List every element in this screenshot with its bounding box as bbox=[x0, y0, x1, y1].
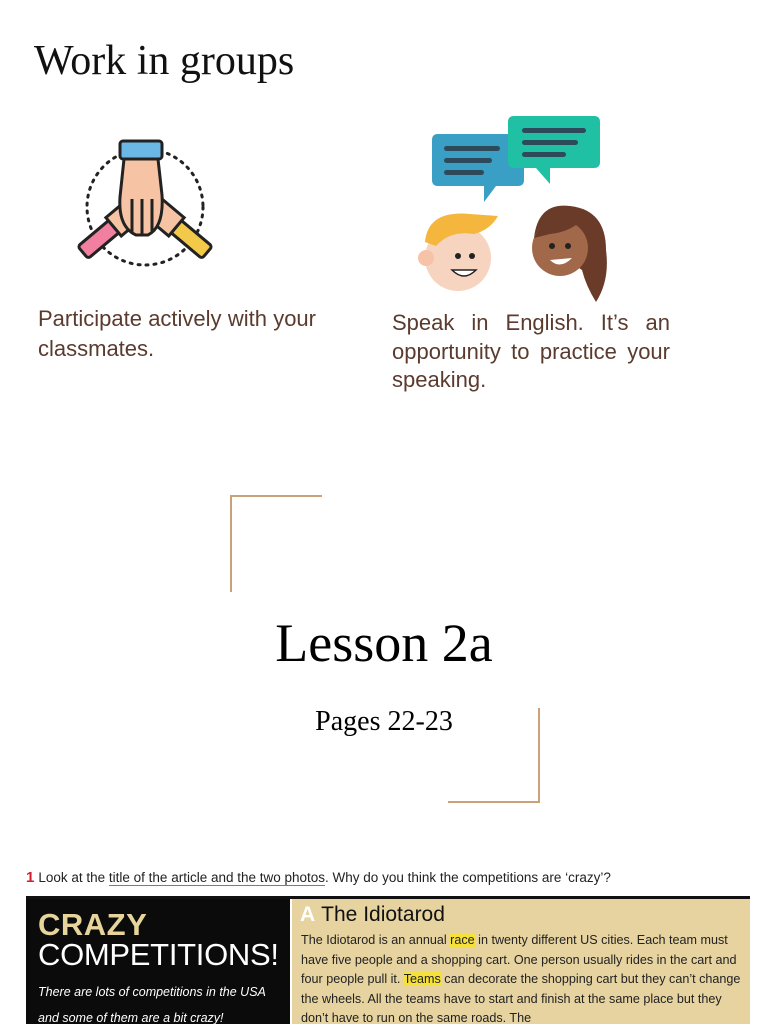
teamwork-hands-icon bbox=[70, 135, 220, 280]
banner-title-competitions: COMPETITIONS! bbox=[38, 937, 279, 972]
exercise-question bbox=[26, 869, 611, 886]
lesson-title: Lesson 2a bbox=[275, 613, 493, 673]
question-number: 1 bbox=[26, 869, 35, 886]
highlight-race: race bbox=[450, 933, 475, 947]
question-text-after: . Why do you think the competitions are ‘crazy’? bbox=[325, 870, 611, 885]
participate-text: Participate actively with your classmates. bbox=[38, 306, 316, 361]
article-text-3: can decorate the shopping cart but they can’t change the wheels. All the teams have to start and finish at the same place but they don’t have to run on the same roads. The bbox=[301, 972, 741, 1026]
slide-title-work-in-groups: Work in groups bbox=[34, 38, 295, 84]
article-body bbox=[301, 931, 741, 1029]
article-text-2: in twenty different US cities. Each team must have five people and a shopping cart. One person usually rides in the cart and four people pull it. bbox=[301, 933, 737, 987]
corner-accent-top-left bbox=[230, 495, 322, 592]
article-heading bbox=[300, 903, 445, 927]
banner-subtitle: There are lots of competitions in the USA and some of them are a bit crazy! bbox=[38, 985, 266, 1025]
speak-english-text: Speak in English. It’s an opportunity to practice your speaking. bbox=[392, 310, 670, 392]
conversation-icon bbox=[410, 110, 620, 305]
article-letter: A bbox=[300, 903, 316, 926]
article-title: The Idiotarod bbox=[321, 903, 445, 926]
question-text-before: Look at the bbox=[38, 870, 109, 885]
banner-title-crazy: CRAZY bbox=[38, 907, 148, 942]
lesson-pages: Pages 22-23 bbox=[315, 706, 453, 737]
article-text-1: The Idiotarod is an annual bbox=[301, 933, 451, 947]
question-underlined-text: title of the article and the two photos bbox=[108, 870, 326, 885]
highlight-teams: Teams bbox=[403, 972, 441, 987]
